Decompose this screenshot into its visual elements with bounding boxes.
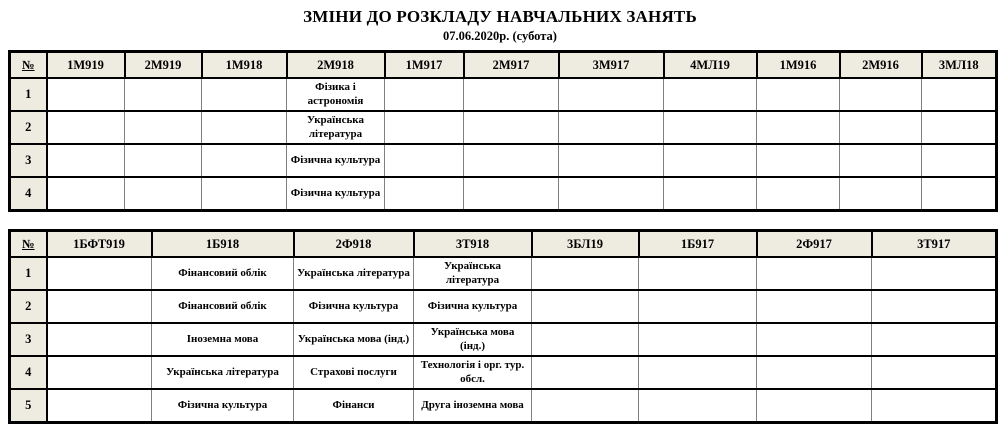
lesson-number: 5: [10, 389, 47, 423]
number-column-header: №: [10, 52, 47, 79]
schedule-cell-1Б918-lesson5: Фізична культура: [152, 389, 294, 423]
schedule-cell-2Ф918-lesson1: Українська література: [294, 257, 414, 290]
lesson-number: 3: [10, 144, 47, 177]
group-header-1М917: 1М917: [385, 52, 464, 79]
schedule-cell-1Б917-lesson5: [639, 389, 757, 423]
lesson-number: 4: [10, 177, 47, 211]
schedule-cell-1М919-lesson2: [47, 111, 125, 144]
header-row: [10, 52, 997, 79]
schedule-cell-3Т918-lesson2: Фізична культура: [414, 290, 532, 323]
lesson-row-4: [10, 177, 997, 211]
schedule-cell-1М916-lesson2: [757, 111, 840, 144]
schedule-cell-2М918-lesson2: Українська література: [287, 111, 385, 144]
schedule-cell-3МЛ18-lesson1: [922, 78, 997, 111]
group-header-4МЛ19: 4МЛ19: [664, 52, 757, 79]
lesson-number: 1: [10, 257, 47, 290]
schedule-cell-1М919-lesson3: [47, 144, 125, 177]
schedule-cell-3БЛ19-lesson1: [532, 257, 639, 290]
schedule-cell-3БЛ19-lesson3: [532, 323, 639, 356]
schedule-cell-1М917-lesson2: [385, 111, 464, 144]
schedule-cell-3М917-lesson2: [559, 111, 664, 144]
schedule-cell-3БЛ19-lesson4: [532, 356, 639, 389]
schedule-cell-2Ф917-lesson5: [757, 389, 872, 423]
schedule-cell-1БФТ919-lesson2: [47, 290, 152, 323]
lesson-number: 1: [10, 78, 47, 111]
schedule-cell-3Т917-lesson4: [872, 356, 997, 389]
schedule-cell-2Ф918-lesson4: Страхові послуги: [294, 356, 414, 389]
header-row: [10, 231, 997, 258]
group-header-2Ф918: 2Ф918: [294, 231, 414, 258]
schedule-cell-1М918-lesson4: [202, 177, 287, 211]
schedule-cell-3Т918-lesson3: Українська мова (інд.): [414, 323, 532, 356]
schedule-cell-2М919-lesson3: [125, 144, 202, 177]
schedule-cell-4МЛ19-lesson4: [664, 177, 757, 211]
schedule-cell-1М917-lesson3: [385, 144, 464, 177]
schedule-cell-1Б918-lesson1: Фінансовий облік: [152, 257, 294, 290]
schedule-cell-1М918-lesson3: [202, 144, 287, 177]
schedule-cell-3М917-lesson3: [559, 144, 664, 177]
lesson-number: 3: [10, 323, 47, 356]
group-header-1М919: 1М919: [47, 52, 125, 79]
schedule-cell-2М919-lesson4: [125, 177, 202, 211]
schedule-cell-2М918-lesson1: Фізика і астрономія: [287, 78, 385, 111]
schedule-cell-2М916-lesson1: [840, 78, 922, 111]
schedule-cell-3Т917-lesson5: [872, 389, 997, 423]
page-subtitle: 07.06.2020р. (субота): [443, 29, 557, 43]
schedule-cell-3Т917-lesson3: [872, 323, 997, 356]
schedule-cell-2Ф917-lesson2: [757, 290, 872, 323]
schedule-cell-2М916-lesson2: [840, 111, 922, 144]
schedule-cell-2Ф918-lesson2: Фізична культура: [294, 290, 414, 323]
schedule-cell-1М916-lesson4: [757, 177, 840, 211]
lesson-row-1: [10, 257, 997, 290]
schedule-cell-1М916-lesson3: [757, 144, 840, 177]
lesson-row-5: [10, 389, 997, 423]
group-header-2Ф917: 2Ф917: [757, 231, 872, 258]
schedule-cell-2М919-lesson2: [125, 111, 202, 144]
schedule-cell-3М917-lesson1: [559, 78, 664, 111]
schedule-cell-1М919-lesson1: [47, 78, 125, 111]
schedule-cell-2М917-lesson2: [464, 111, 559, 144]
schedule-cell-1М918-lesson2: [202, 111, 287, 144]
lesson-number: 2: [10, 290, 47, 323]
schedule-cell-2Ф917-lesson1: [757, 257, 872, 290]
group-header-1Б918: 1Б918: [152, 231, 294, 258]
schedule-table-lower: [8, 229, 998, 424]
group-header-3БЛ19: 3БЛ19: [532, 231, 639, 258]
page-title: ЗМІНИ ДО РОЗКЛАДУ НАВЧАЛЬНИХ ЗАНЯТЬ: [303, 7, 697, 26]
group-header-2М916: 2М916: [840, 52, 922, 79]
lesson-number: 4: [10, 356, 47, 389]
group-header-1М918: 1М918: [202, 52, 287, 79]
schedule-cell-1Б917-lesson3: [639, 323, 757, 356]
schedule-cell-1БФТ919-lesson4: [47, 356, 152, 389]
schedule-cell-4МЛ19-lesson3: [664, 144, 757, 177]
schedule-cell-1М916-lesson1: [757, 78, 840, 111]
schedule-cell-1БФТ919-lesson5: [47, 389, 152, 423]
schedule-cell-3М917-lesson4: [559, 177, 664, 211]
schedule-cell-1М917-lesson4: [385, 177, 464, 211]
schedule-cell-2М917-lesson1: [464, 78, 559, 111]
schedule-cell-1М918-lesson1: [202, 78, 287, 111]
schedule-cell-1БФТ919-lesson1: [47, 257, 152, 290]
schedule-cell-2Ф917-lesson4: [757, 356, 872, 389]
schedule-cell-1Б917-lesson4: [639, 356, 757, 389]
schedule-cell-3Т918-lesson4: Технологія і орг. тур. обсл.: [414, 356, 532, 389]
group-header-1БФТ919: 1БФТ919: [47, 231, 152, 258]
lesson-row-2: [10, 290, 997, 323]
schedule-cell-3МЛ18-lesson2: [922, 111, 997, 144]
group-header-2М918: 2М918: [287, 52, 385, 79]
schedule-cell-3МЛ18-lesson4: [922, 177, 997, 211]
schedule-cell-1Б917-lesson1: [639, 257, 757, 290]
schedule-cell-2Ф918-lesson3: Українська мова (інд.): [294, 323, 414, 356]
lesson-row-3: [10, 323, 997, 356]
schedule-cell-2М916-lesson4: [840, 177, 922, 211]
schedule-table-upper: [8, 50, 998, 212]
schedule-cell-3Т917-lesson1: [872, 257, 997, 290]
group-header-2М917: 2М917: [464, 52, 559, 79]
group-header-3Т918: 3Т918: [414, 231, 532, 258]
schedule-cell-1Б917-lesson2: [639, 290, 757, 323]
schedule-cell-2М917-lesson4: [464, 177, 559, 211]
schedule-cell-3Т918-lesson5: Друга іноземна мова: [414, 389, 532, 423]
schedule-cell-2М917-lesson3: [464, 144, 559, 177]
lesson-row-3: [10, 144, 997, 177]
group-header-1М916: 1М916: [757, 52, 840, 79]
schedule-cell-3МЛ18-lesson3: [922, 144, 997, 177]
number-column-header: №: [10, 231, 47, 258]
group-header-3М917: 3М917: [559, 52, 664, 79]
group-header-2М919: 2М919: [125, 52, 202, 79]
lesson-row-4: [10, 356, 997, 389]
schedule-cell-1Б918-lesson3: Іноземна мова: [152, 323, 294, 356]
schedule-cell-2Ф917-lesson3: [757, 323, 872, 356]
schedule-cell-4МЛ19-lesson2: [664, 111, 757, 144]
schedule-cell-1М919-lesson4: [47, 177, 125, 211]
schedule-cell-1БФТ919-lesson3: [47, 323, 152, 356]
group-header-3Т917: 3Т917: [872, 231, 997, 258]
lesson-row-1: [10, 78, 997, 111]
schedule-cell-1М917-lesson1: [385, 78, 464, 111]
schedule-cell-2М916-lesson3: [840, 144, 922, 177]
schedule-cell-3БЛ19-lesson2: [532, 290, 639, 323]
schedule-cell-3Т917-lesson2: [872, 290, 997, 323]
schedule-cell-3БЛ19-lesson5: [532, 389, 639, 423]
schedule-cell-2М918-lesson4: Фізична культура: [287, 177, 385, 211]
schedule-cell-4МЛ19-lesson1: [664, 78, 757, 111]
lesson-number: 2: [10, 111, 47, 144]
schedule-cell-1Б918-lesson4: Українська література: [152, 356, 294, 389]
schedule-cell-2М919-lesson1: [125, 78, 202, 111]
schedule-cell-3Т918-lesson1: Українська література: [414, 257, 532, 290]
lesson-row-2: [10, 111, 997, 144]
group-header-1Б917: 1Б917: [639, 231, 757, 258]
schedule-cell-1Б918-lesson2: Фінансовий облік: [152, 290, 294, 323]
schedule-cell-2М918-lesson3: Фізична культура: [287, 144, 385, 177]
group-header-3МЛ18: 3МЛ18: [922, 52, 997, 79]
schedule-cell-2Ф918-lesson5: Фінанси: [294, 389, 414, 423]
